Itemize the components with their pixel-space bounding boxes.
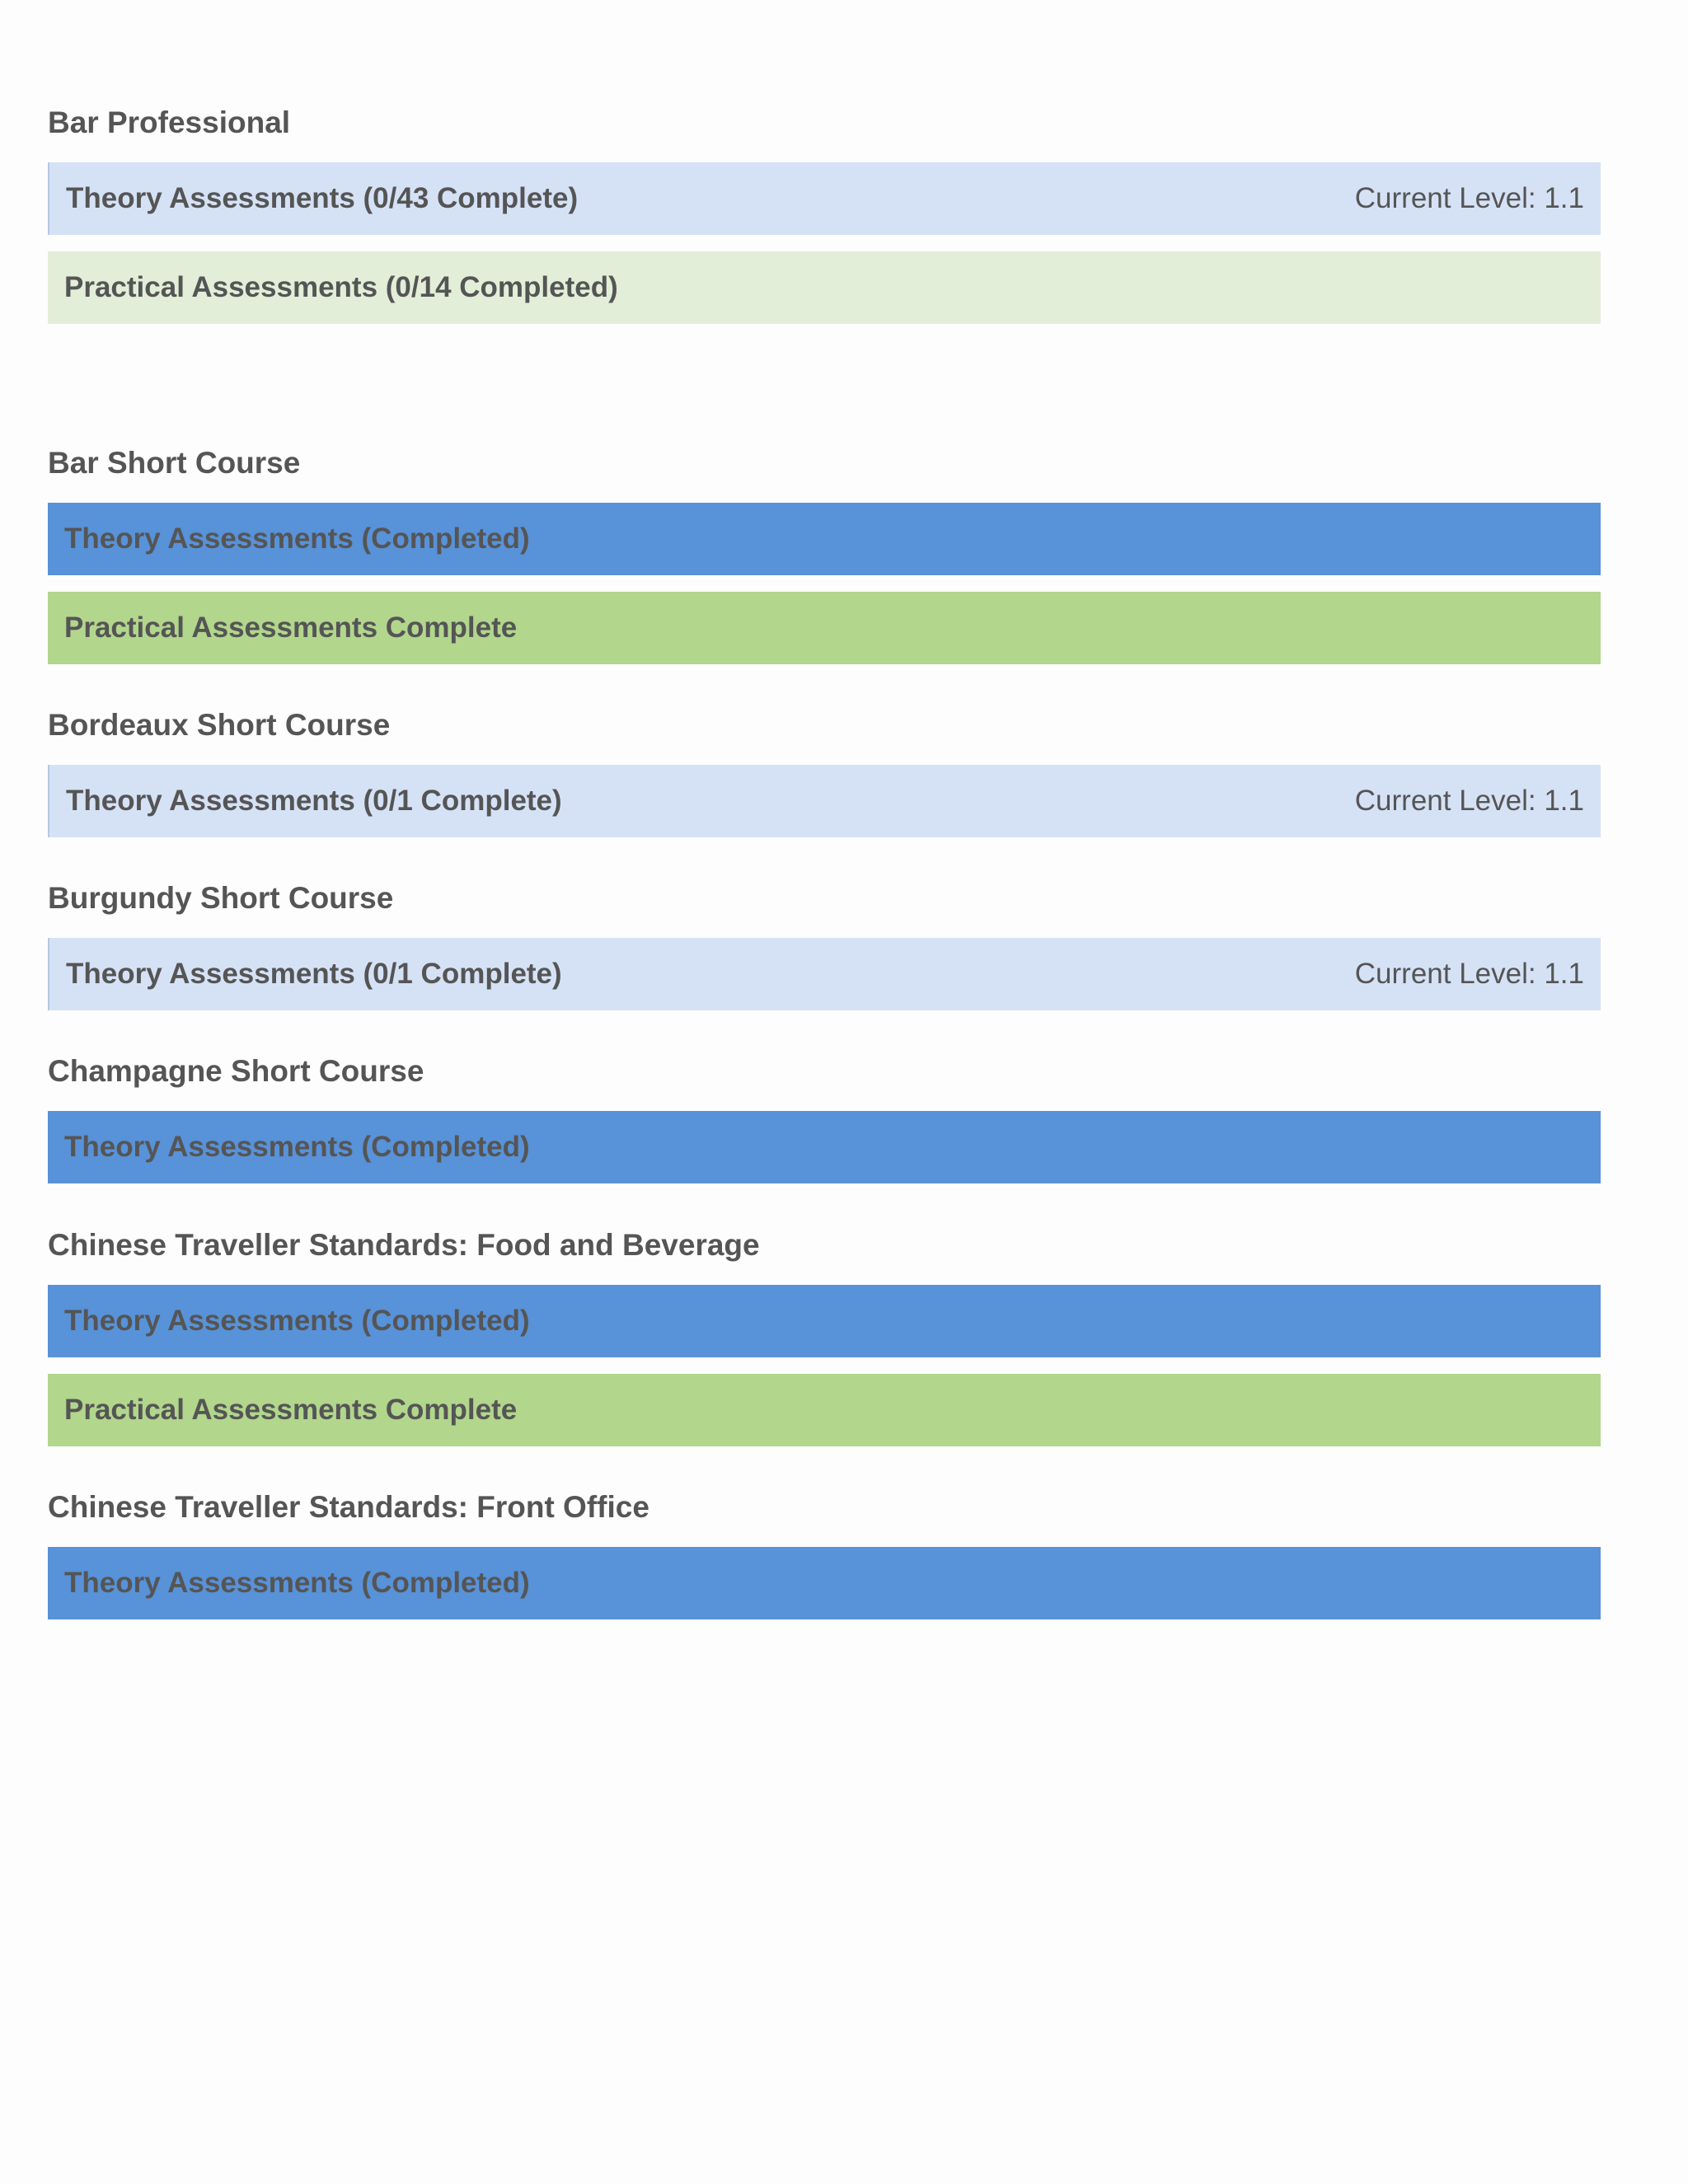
theory-assessments-bar[interactable]	[48, 1285, 1601, 1357]
theory-assessments-label: Theory Assessments (0/1 Complete)	[66, 785, 562, 817]
course-title: Burgundy Short Course	[48, 881, 394, 915]
course-title: Chinese Traveller Standards: Food and Beverage	[48, 1228, 760, 1262]
theory-assessments-label: Theory Assessments (Completed)	[64, 523, 530, 555]
theory-assessments-bar[interactable]	[48, 1111, 1601, 1183]
current-level: Current Level: 1.1	[1354, 182, 1584, 214]
theory-assessments-bar[interactable]	[48, 162, 1601, 235]
practical-assessments-bar[interactable]	[48, 592, 1601, 664]
theory-assessments-label: Theory Assessments (0/1 Complete)	[66, 958, 562, 990]
course-title: Champagne Short Course	[48, 1054, 424, 1088]
theory-assessments-label: Theory Assessments (Completed)	[64, 1305, 530, 1337]
course-title: Bordeaux Short Course	[48, 708, 391, 742]
theory-assessments-label: Theory Assessments (Completed)	[64, 1131, 530, 1163]
course-title: Bar Professional	[48, 105, 291, 139]
theory-assessments-label: Theory Assessments (Completed)	[64, 1567, 530, 1599]
practical-assessments-bar[interactable]	[48, 251, 1601, 324]
course-title: Bar Short Course	[48, 446, 301, 480]
practical-assessments-label: Practical Assessments Complete	[64, 1394, 518, 1426]
theory-assessments-bar[interactable]	[48, 938, 1601, 1010]
theory-assessments-bar[interactable]	[48, 503, 1601, 575]
theory-assessments-bar[interactable]	[48, 1547, 1601, 1619]
practical-assessments-label: Practical Assessments (0/14 Completed)	[64, 271, 618, 303]
practical-assessments-bar[interactable]	[48, 1374, 1601, 1446]
current-level: Current Level: 1.1	[1354, 958, 1584, 990]
theory-assessments-bar[interactable]	[48, 765, 1601, 837]
course-title: Chinese Traveller Standards: Front Office	[48, 1490, 649, 1524]
practical-assessments-label: Practical Assessments Complete	[64, 612, 518, 644]
theory-assessments-label: Theory Assessments (0/43 Complete)	[66, 182, 579, 214]
current-level: Current Level: 1.1	[1354, 785, 1584, 817]
